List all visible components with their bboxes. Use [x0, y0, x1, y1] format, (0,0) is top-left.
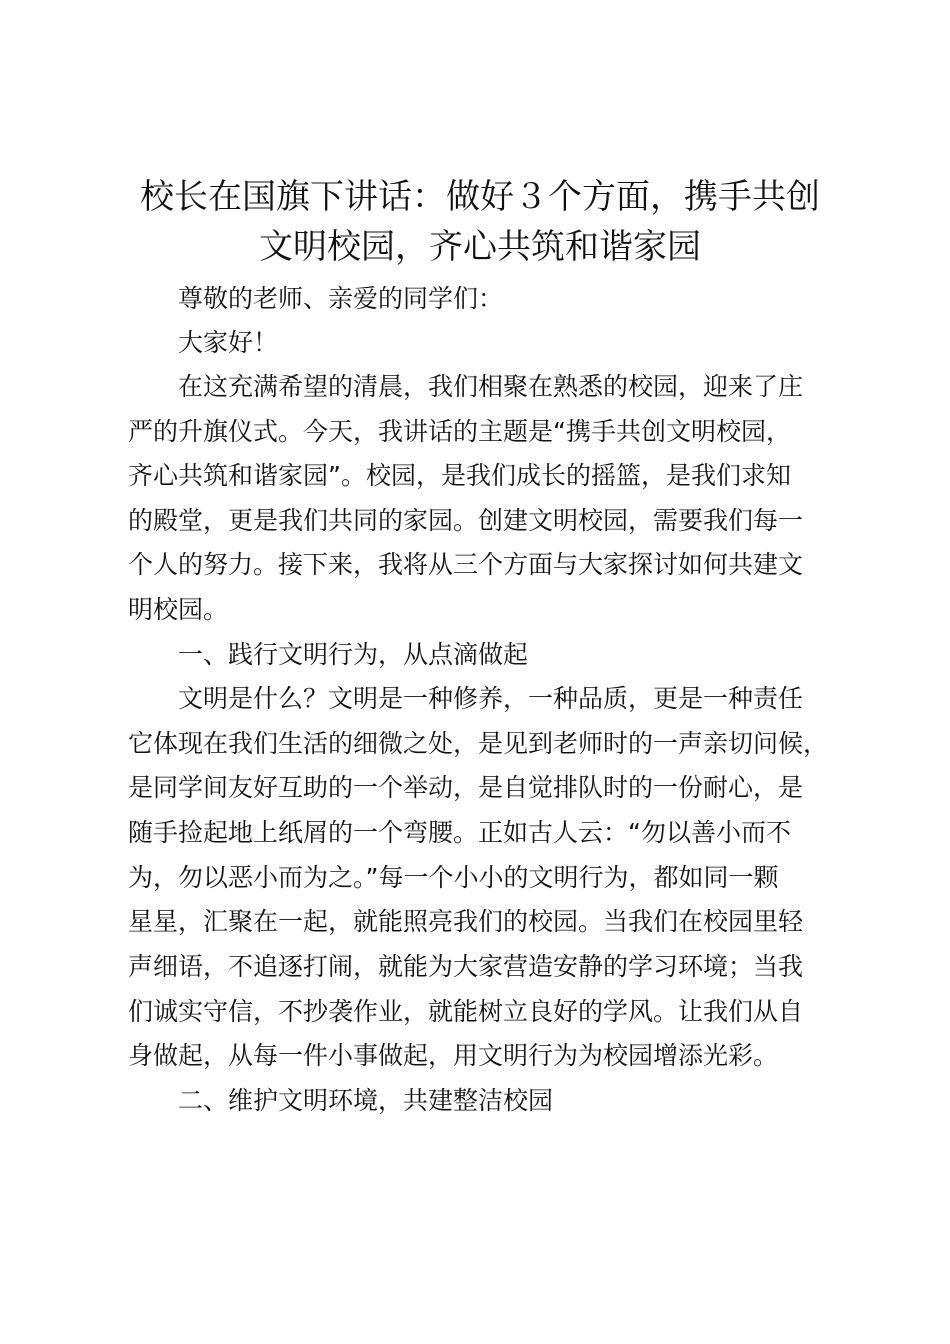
paragraph-line: 在这充满希望的清晨，我们相聚在熟悉的校园，迎来了庄 — [178, 372, 804, 401]
paragraph-line: 是同学间友好互助的一个举动，是自觉排队时的一份耐心，是 — [128, 773, 804, 802]
paragraph-line: 它体现在我们生活的细微之处，是见到老师时的一声亲切问候， — [128, 729, 829, 758]
greeting: 大家好！ — [178, 328, 279, 357]
paragraph-line: 们诚实守信，不抄袭作业，就能树立良好的学风。让我们从自 — [128, 997, 804, 1026]
paragraph-line: 文明是什么？文明是一种修养，一种品质，更是一种责任 — [178, 684, 804, 713]
section-heading-2: 二、维护文明环境，共建整洁校园 — [178, 1086, 554, 1115]
document-title-line-1: 校长在国旗下讲话：做好３个方面，携手共创 — [140, 177, 820, 217]
paragraph-line: 个人的努力。接下来，我将从三个方面与大家探讨如何共建文 — [128, 550, 804, 579]
paragraph-line: 的殿堂，更是我们共同的家园。创建文明校园，需要我们每一 — [128, 506, 804, 535]
paragraph-line: 身做起，从每一件小事做起，用文明行为为校园增添光彩。 — [128, 1041, 779, 1070]
paragraph-line: 为，勿以恶小而为之。”每一个小小的文明行为，都如同一颗 — [128, 863, 779, 892]
section-heading-1: 一、践行文明行为，从点滴做起 — [178, 640, 529, 669]
paragraph-line: 随手捡起地上纸屑的一个弯腰。正如古人云：“勿以善小而不 — [128, 818, 791, 847]
paragraph-line: 星星，汇聚在一起，就能照亮我们的校园。当我们在校园里轻 — [128, 907, 804, 936]
document-title-line-2: 文明校园，齐心共筑和谐家园 — [259, 227, 701, 267]
paragraph-line: 严的升旗仪式。今天，我讲话的主题是“携手共创文明校园， — [128, 417, 791, 446]
paragraph-line: 明校园。 — [128, 595, 229, 624]
paragraph-line: 齐心共筑和谐家园”。校园，是我们成长的摇篮，是我们求知 — [128, 461, 791, 490]
salutation: 尊敬的老师、亲爱的同学们： — [178, 284, 504, 313]
paragraph-line: 声细语，不追逐打闹，就能为大家营造安静的学习环境；当我 — [128, 952, 804, 981]
